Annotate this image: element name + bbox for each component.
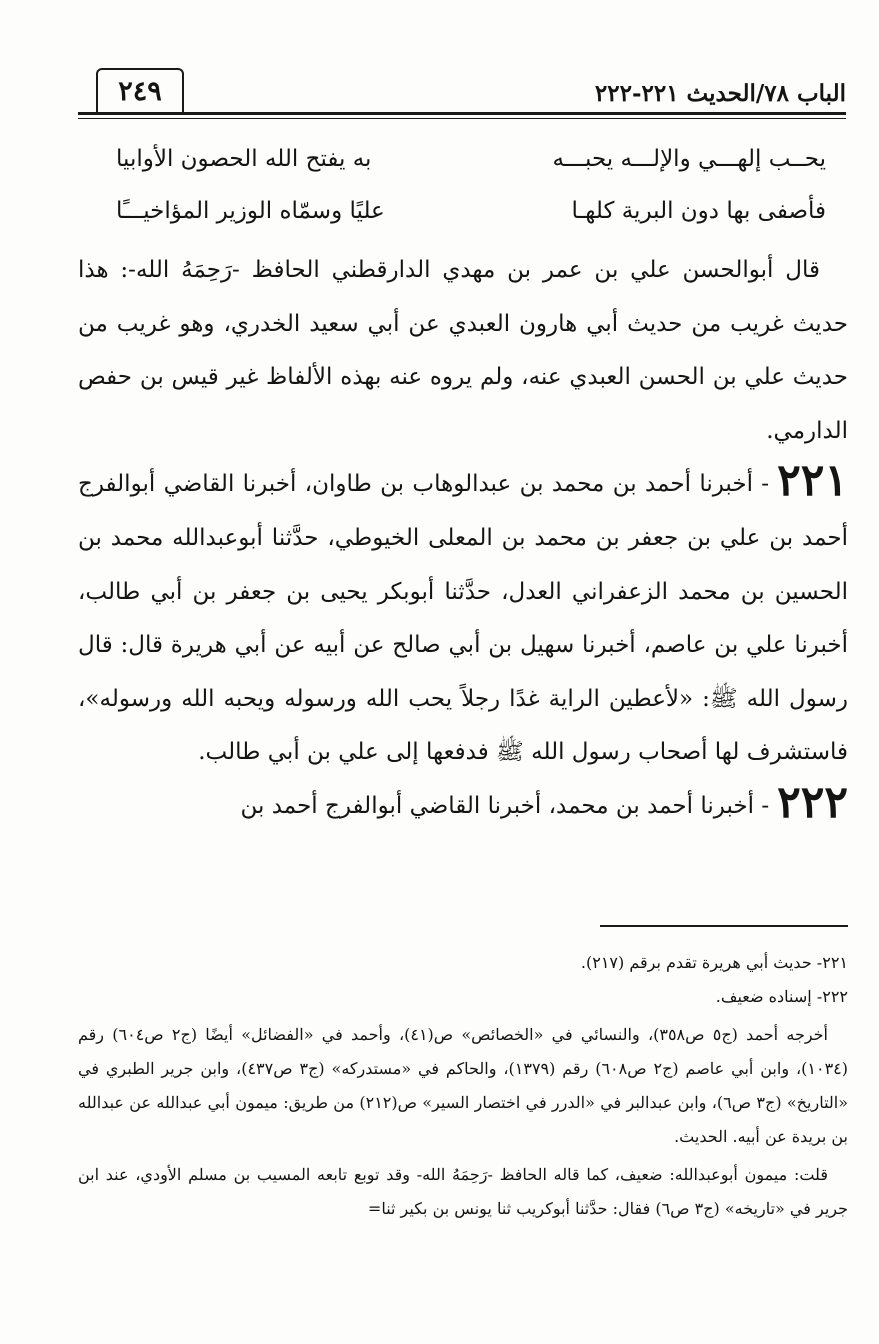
- hadith-222-paragraph: [78, 776, 848, 834]
- commentary-paragraph: قال أبوالحسن علي بن عمر بن مهدي الدارقطني الحافظ -رَحِمَهُ الله-: هذا حديث غريب من حديث أبي هارون العبدي عن أبي سعيد الخدري، وهو غريب من حديث علي بن الحسن العبدي عنه، ولم يروه عنه بهذه الألفاظ غير قيس بن حفص الدارمي.: [78, 257, 848, 444]
- chapter-heading: الباب ٧٨/الحديث ٢٢١-٢٢٢: [594, 80, 846, 107]
- verse-first-hemistich: يحــب إلهـــي والإلـــه يحبـــه: [552, 146, 826, 172]
- verse-second-hemistich: به يفتح الله الحصون الأوابيا: [116, 146, 372, 172]
- footnote-separator: [600, 925, 848, 927]
- main-text: [78, 244, 848, 834]
- hadith-text: - أخبرنا أحمد بن محمد، أخبرنا القاضي أبوالفرج أحمد بن: [240, 792, 770, 819]
- page-number: ٢٤٩: [118, 75, 162, 107]
- hadith-number: ٢٢٢: [777, 776, 848, 828]
- footnote-222-note: قلت: ميمون أبوعبدالله: ضعيف، كما قاله الحافظ -رَحِمَهُ الله- وقد توبع تابعه المسيب بن مسلم الأودي، عند ابن جرير في «تاريخه» (ج٣ ص٦) فقال: حدَّثنا أبوكريب ثنا يونس بن بكير ثنا=: [78, 1165, 848, 1218]
- footnote-221: ٢٢١- حديث أبي هريرة تقدم برقم (٢١٧).: [580, 953, 848, 972]
- footnote-222-grade: ٢٢٢- إسناده ضعيف.: [715, 987, 848, 1006]
- hadith-text: - أخبرنا أحمد بن محمد بن عبدالوهاب بن طاوان، أخبرنا القاضي أبوالفرج أحمد بن علي بن جعفر بن محمد بن المعلى الخيوطي، حدَّثنا أبوعبدالله محمد بن الحسين بن محمد الزعفراني العدل، حدَّثنا أبوبكر يحيى بن جعفر بن أبي طالب، أخبرنا علي بن عاصم، أخبرنا سهيل بن أبي صالح عن أبيه عن أبي هريرة قال: قال رسول الله ﷺ: «لأعطين الراية غدًا رجلاً يحب الله ورسوله ويحبه الله ورسوله»، فاستشرف لها أصحاب رسول الله ﷺ فدفعها إلى علي بن أبي طالب.: [78, 471, 848, 766]
- footnote-222-takhrij: أخرجه أحمد (ج٥ ص٣٥٨)، والنسائي في «الخصائص» ص(٤١)، وأحمد في «الفضائل» أيضًا (ج٢ ص٦٠٤) رقم (١٠٣٤)، وابن أبي عاصم (ج٢ ص٦٠٨) رقم (١٣٧٩)، والحاكم في «مستدركه» (ج٣ ص٤٣٧)، وابن جرير الطبري في «التاريخ» (ج٣ ص٦)، وابن عبدالبر في «الدرر في اختصار السير» ص(٢١٢) من طريق: ميمون أبي عبدالله عن عبدالله بن بريدة عن أبيه. الحديث.: [78, 1025, 849, 1146]
- verse-first-hemistich: فأصفى بها دون البرية كلهـا: [571, 198, 826, 224]
- header-rule-thin: [78, 118, 846, 119]
- verse-second-hemistich: عليًا وسمّاه الوزير المؤاخيـــًا: [116, 198, 385, 224]
- footnotes: [78, 946, 848, 1226]
- header-rule-thick: [78, 112, 846, 115]
- hadith-221-paragraph: [78, 455, 848, 780]
- hadith-number: ٢٢١: [777, 455, 848, 507]
- page-number-frame: [96, 68, 184, 112]
